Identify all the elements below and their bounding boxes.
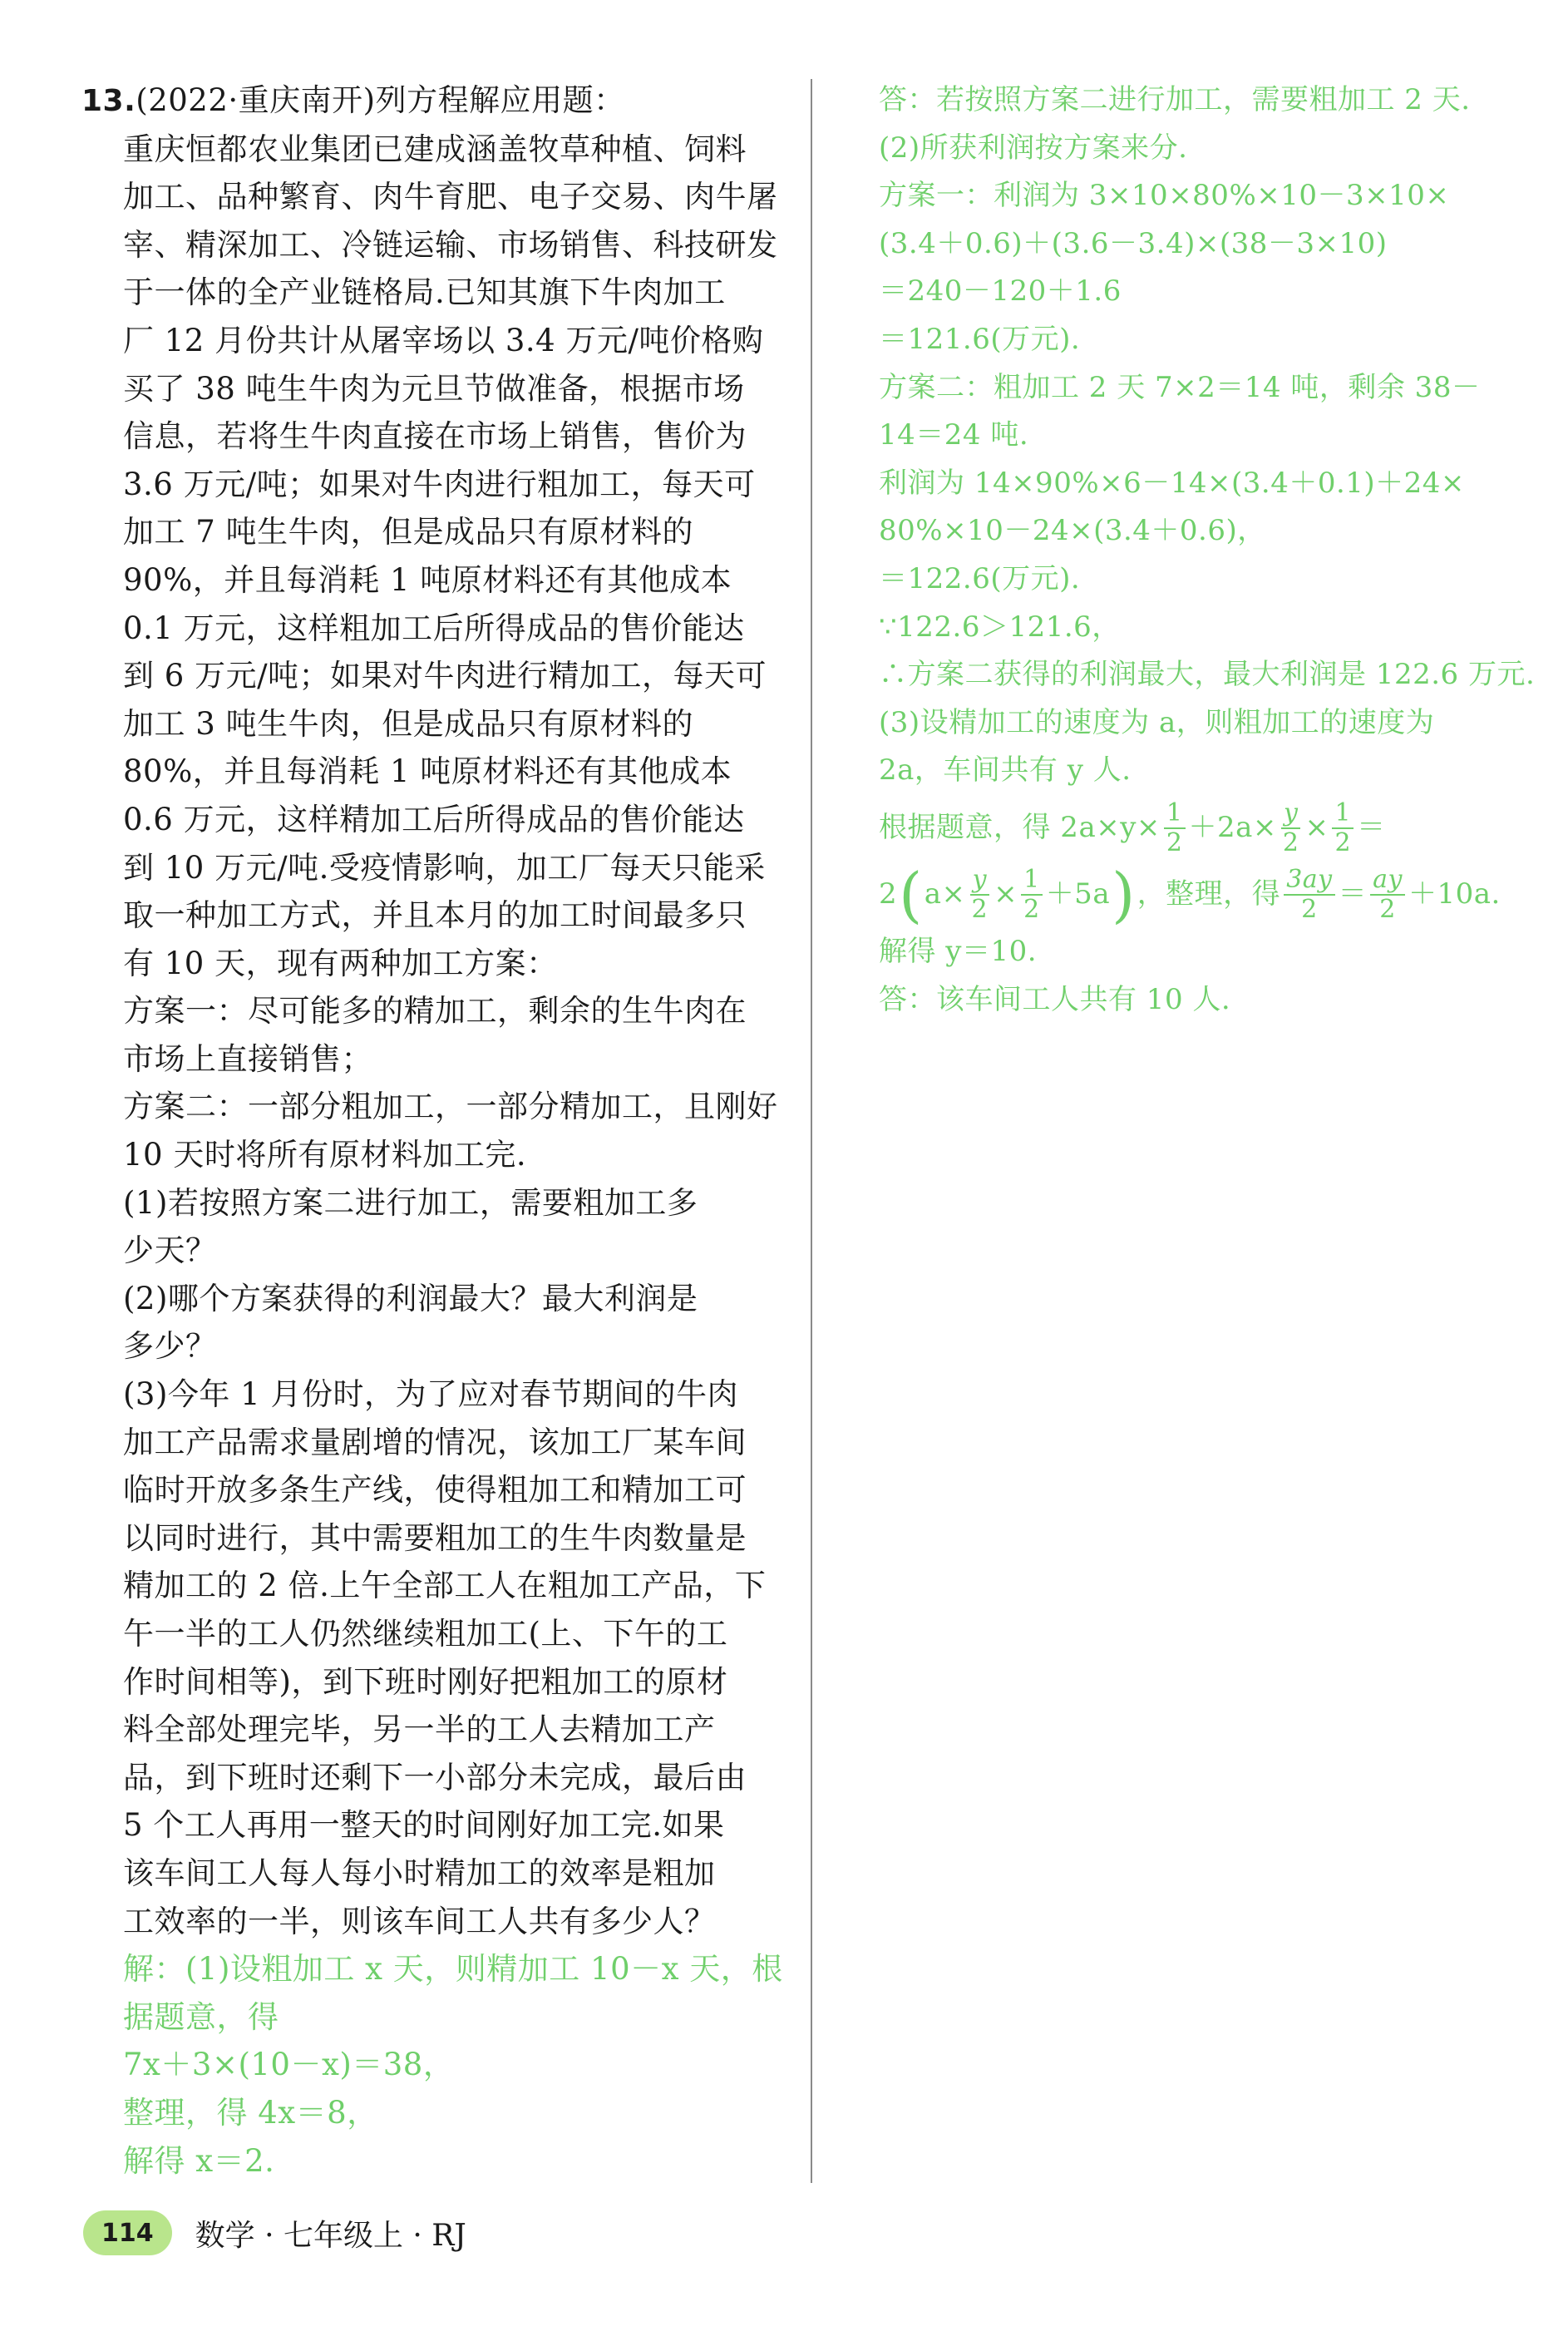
question-line: 厂 12 月份共计从屠宰场以 3.4 万元/吨价格购 — [123, 322, 764, 358]
eq2-prefix: 2 — [879, 877, 898, 911]
question-line: 该车间工人每人每小时精加工的效率是粗加 — [123, 1854, 716, 1891]
right-paren: ) — [1112, 859, 1136, 930]
fraction-numerator: 1 — [1164, 799, 1186, 829]
book-label: 数学 · 七年级上 · RJ — [195, 2218, 466, 2253]
left-paren: ( — [899, 859, 923, 930]
page-footer — [83, 2210, 466, 2255]
fraction-numerator: y — [1281, 799, 1300, 829]
question-line: 0.6 万元，这样精加工后所得成品的售价能达 — [123, 801, 745, 837]
eq2-inner-mid: × — [994, 877, 1018, 911]
question-line: 加工 3 吨生牛肉，但是成品只有原材料的 — [123, 705, 694, 742]
answer-line: ＝240－120＋1.6 — [879, 274, 1122, 309]
answer-line: 解：(1)设粗加工 x 天，则精加工 10－x 天，根 — [123, 1951, 783, 1988]
question-line: 80%，并且每消耗 1 吨原材料还有其他成本 — [123, 753, 732, 790]
question-header — [81, 77, 788, 126]
question-line: 以同时进行，其中需要粗加工的生牛肉数量是 — [123, 1519, 747, 1556]
equation-line-2 — [879, 859, 1561, 930]
answer-line: 整理，得 4x＝8， — [123, 2094, 378, 2131]
question-line: 10 天时将所有原材料加工完. — [123, 1137, 527, 1173]
question-line: 加工、品种繁育、肉牛育肥、电子交易、肉牛屠 — [123, 179, 778, 215]
question-line: (3)今年 1 月份时，为了应对春节期间的牛肉 — [123, 1376, 738, 1413]
question-column — [81, 77, 788, 2185]
answer-line: ∵122.6＞121.6， — [879, 610, 1121, 644]
question-line: 午一半的工人仍然继续粗加工(上、下午的工 — [123, 1616, 728, 1652]
fraction-numerator: ay — [1370, 866, 1405, 896]
fraction — [1284, 866, 1334, 924]
question-line: 加工 7 吨生牛肉，但是成品只有原材料的 — [123, 514, 694, 551]
answer-line: 80%×10－24×(3.4＋0.6)， — [879, 514, 1266, 548]
answer-line: 据题意，得 — [123, 1998, 279, 2035]
answer-line: (2)所获利润按方案来分. — [879, 131, 1188, 165]
eq2-suffix: ＋10a. — [1408, 877, 1501, 911]
fraction-denominator: 2 — [1379, 894, 1396, 924]
question-line: 3.6 万元/吨；如果对牛肉进行粗加工，每天可 — [123, 466, 756, 502]
answer-line: 14＝24 吨. — [879, 418, 1029, 452]
answer-line: 2a，车间共有 y 人. — [879, 753, 1132, 788]
question-line: 多少？ — [123, 1328, 217, 1365]
question-line: 作时间相等)，到下班时刚好把粗加工的原材 — [123, 1663, 728, 1700]
fraction — [1332, 799, 1354, 857]
question-line: (1)若按照方案二进行加工，需要粗加工多 — [123, 1184, 698, 1221]
answer-line: ＝122.6(万元). — [879, 561, 1081, 595]
question-line: 料全部处理完毕，另一半的工人去精加工产 — [123, 1711, 716, 1748]
fraction-numerator: 1 — [1332, 799, 1354, 829]
fraction-denominator: 2 — [1282, 827, 1299, 857]
question-line: 方案一：尽可能多的精加工，剩余的生牛肉在 — [123, 993, 747, 1030]
question-line: (2)哪个方案获得的利润最大？最大利润是 — [123, 1280, 698, 1316]
column-divider — [811, 79, 812, 2183]
answer-line: 答：该车间工人共有 10 人. — [879, 982, 1231, 1016]
fraction-denominator: 2 — [1334, 827, 1352, 857]
question-source: (2022·重庆南开)列方程解应用题： — [136, 82, 625, 118]
fraction-numerator: y — [970, 866, 989, 896]
eq2-inner-end: ＋5a — [1045, 877, 1111, 911]
question-line: 买了 38 吨生牛肉为元旦节做准备，根据市场 — [123, 370, 745, 407]
question-line: 有 10 天，现有两种加工方案： — [123, 945, 558, 981]
question-line: 信息，若将生牛肉直接在市场上销售，售价为 — [123, 418, 747, 455]
fraction — [1164, 799, 1186, 857]
equation-line-1 — [879, 795, 1561, 862]
fraction-denominator: 2 — [1023, 894, 1040, 924]
question-line: 90%，并且每消耗 1 吨原材料还有其他成本 — [123, 561, 732, 598]
answer-line: 解得 x＝2. — [123, 2142, 275, 2179]
answer-line: (3)设精加工的速度为 a，则粗加工的速度为 — [879, 705, 1435, 739]
fraction-denominator: 2 — [971, 894, 989, 924]
answer-line: 答：若按照方案二进行加工，需要粗加工 2 天. — [879, 83, 1471, 116]
answer-line: ∴方案二获得的利润最大，最大利润是 122.6 万元. — [879, 658, 1536, 692]
fraction-numerator: 3ay — [1284, 866, 1334, 896]
answer-line: 利润为 14×90%×6－14×(3.4＋0.1)＋24× — [879, 466, 1465, 500]
fraction — [969, 866, 991, 924]
answer-column — [879, 77, 1561, 1024]
question-line: 加工产品需求量剧增的情况，该加工厂某车间 — [123, 1424, 747, 1460]
eq1-mid2: × — [1304, 811, 1329, 845]
answer-line: 方案二：粗加工 2 天 7×2＝14 吨，剩余 38－ — [879, 370, 1481, 404]
eq1-suffix: ＝ — [1357, 811, 1386, 845]
eq2-mid: ，整理，得 — [1137, 877, 1281, 911]
question-line: 少天？ — [123, 1232, 217, 1269]
answer-line: 解得 y＝10. — [879, 934, 1038, 968]
fraction — [1021, 866, 1043, 924]
eq1-prefix: 根据题意，得 2a×y× — [879, 811, 1161, 845]
question-line: 于一体的全产业链格局.已知其旗下牛肉加工 — [123, 274, 726, 311]
question-line: 重庆恒都农业集团已建成涵盖牧草种植、饲料 — [123, 131, 747, 167]
question-line: 精加工的 2 倍.上午全部工人在粗加工产品，下 — [123, 1568, 767, 1604]
fraction — [1280, 799, 1302, 857]
question-line: 品，到下班时还剩下一小部分未完成，最后由 — [123, 1759, 747, 1795]
question-line: 临时开放多条生产线，使得粗加工和精加工可 — [123, 1472, 747, 1509]
eq2-eq: ＝ — [1338, 877, 1368, 911]
answer-line: 7x＋3×(10－x)＝38， — [123, 2047, 455, 2083]
fraction-denominator: 2 — [1166, 827, 1183, 857]
question-line: 市场上直接销售； — [123, 1040, 372, 1077]
answer-line: ＝121.6(万元). — [879, 322, 1081, 356]
question-number: 13. — [81, 84, 136, 118]
question-line: 工效率的一半，则该车间工人共有多少人？ — [123, 1903, 716, 1939]
answer-line: (3.4＋0.6)＋(3.6－3.4)×(38－3×10) — [879, 226, 1388, 260]
fraction-denominator: 2 — [1301, 894, 1318, 924]
question-line: 0.1 万元，这样粗加工后所得成品的售价能达 — [123, 610, 745, 646]
fraction — [1370, 866, 1405, 924]
question-line: 5 个工人再用一整天的时间刚好加工完.如果 — [123, 1807, 725, 1844]
answer-line: 方案一：利润为 3×10×80%×10－3×10× — [879, 179, 1450, 213]
question-line: 到 6 万元/吨；如果对牛肉进行精加工，每天可 — [123, 658, 767, 694]
fraction-numerator: 1 — [1021, 866, 1043, 896]
eq2-inner-a: a× — [924, 877, 966, 911]
question-line: 宰、精深加工、冷链运输、市场销售、科技研发 — [123, 226, 778, 263]
question-line: 到 10 万元/吨.受疫情影响，加工厂每天只能采 — [123, 849, 766, 886]
question-line: 方案二：一部分粗加工，一部分精加工，且刚好 — [123, 1089, 778, 1125]
eq1-mid1: ＋2a× — [1188, 811, 1277, 845]
page-number-badge: 114 — [83, 2210, 172, 2255]
question-line: 取一种加工方式，并且本月的加工时间最多只 — [123, 897, 747, 934]
